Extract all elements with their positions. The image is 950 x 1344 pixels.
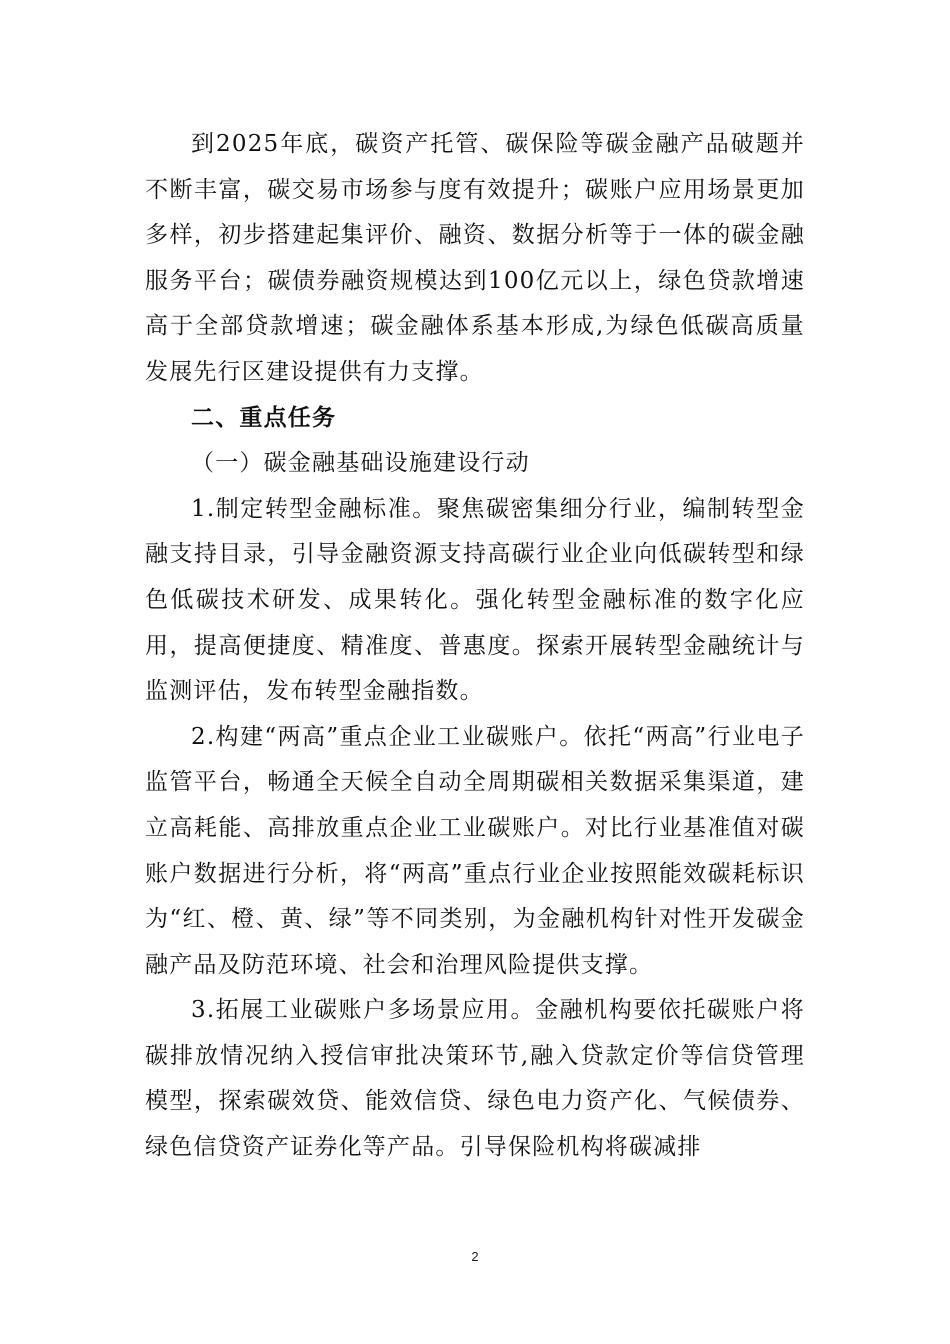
page-number: 2 bbox=[471, 1249, 479, 1264]
section-heading: 二、重点任务 bbox=[191, 404, 337, 431]
task-item-2: 2.构建“两高”重点企业工业碳账户。依托“两高”行业电子监管平台，畅通全天候全自动全周期碳相关数据采集渠道，建立高耗能、高排放重点企业工业碳账户。对比行业基准值对碳账户数据进行分析，将“两高”重点行业企业按照能效碳耗标识为“红、橙、黄、绿”等不同类别，为金融机构针对性开发碳金融产品及防范环境、社会和治理风险提供支撑。 bbox=[145, 723, 805, 978]
task-item-3: 3.拓展工业碳账户多场景应用。金融机构要依托碳账户将碳排放情况纳入授信审批决策环节,融入贷款定价等信贷管理模型，探索碳效贷、能效信贷、绿色电力资产化、气候债券、绿色信贷资产证券化等产品。引导保险机构将碳减排 bbox=[145, 997, 805, 1161]
task-item-1: 1.制定转型金融标准。聚焦碳密集细分行业，编制转型金融支持目录，引导金融资源支持高碳行业企业向低碳转型和绿色低碳技术研发、成果转化。强化转型金融标准的数字化应用，提高便捷度、精准度、普惠度。探索开展转型金融统计与监测评估，发布转型金融指数。 bbox=[145, 495, 805, 705]
document-body bbox=[145, 122, 805, 1171]
intro-paragraph: 到2025年底，碳资产托管、碳保险等碳金融产品破题并不断丰富，碳交易市场参与度有效提升；碳账户应用场景更加多样，初步搭建起集评价、融资、数据分析等于一体的碳金融服务平台；碳债券融资规模达到100亿元以上，绿色贷款增速高于全部贷款增速；碳金融体系基本形成,为绿色低碳高质量发展先行区建设提供有力支撑。 bbox=[145, 131, 805, 385]
subsection-heading: （一）碳金融基础设施建设行动 bbox=[191, 450, 530, 477]
